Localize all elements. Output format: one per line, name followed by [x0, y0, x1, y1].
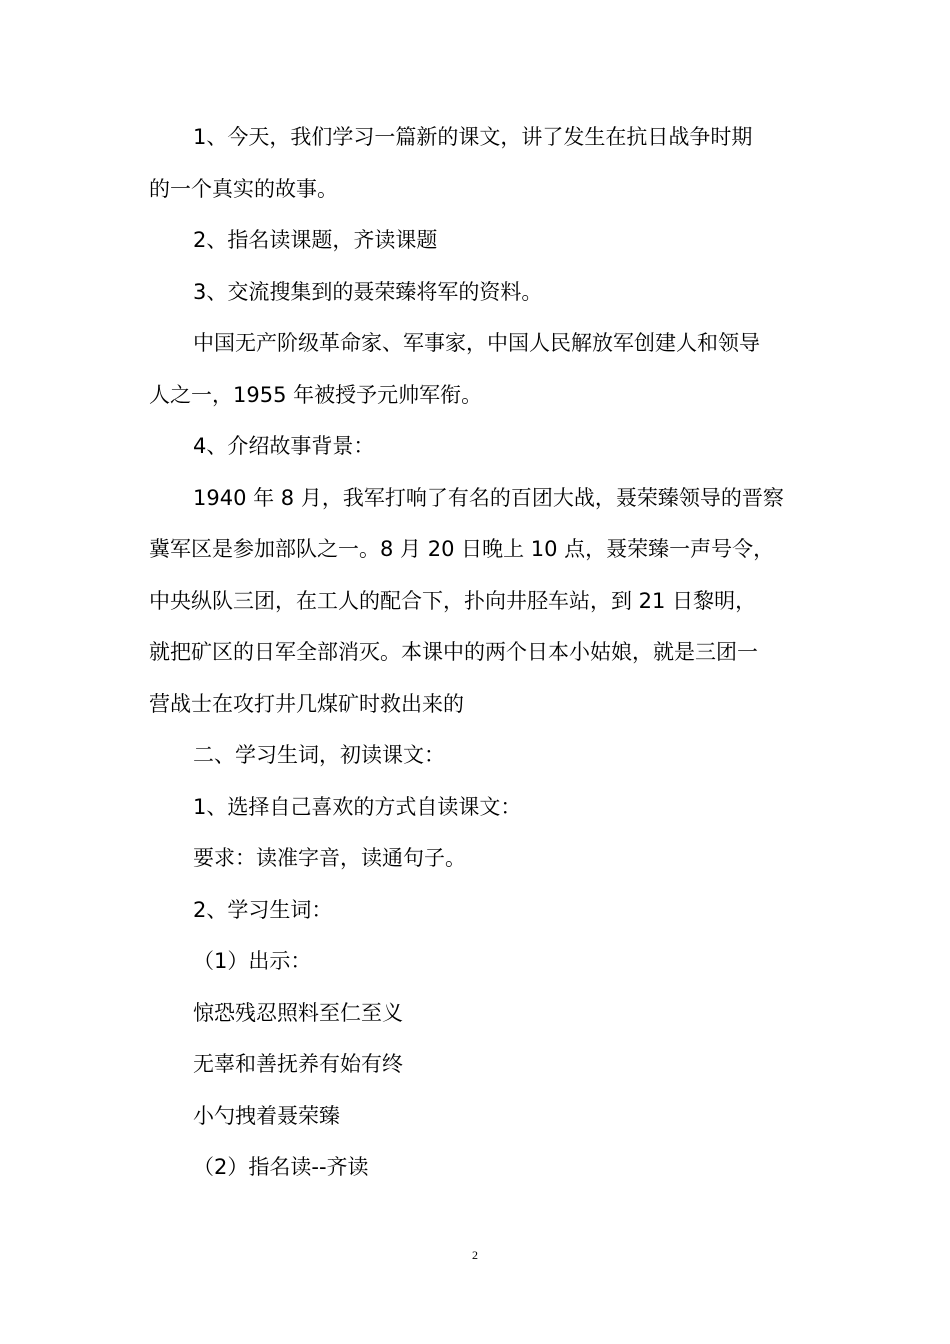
text-line: 就把矿区的日军全部消灭。本课中的两个日本小姑娘，就是三团一 — [149, 640, 758, 664]
text-line: 的一个真实的故事。 — [149, 176, 338, 201]
text-line: 冀军区是参加部队之一。8 月 20 日晚上 10 点，聂荣臻一声号令， — [149, 537, 775, 561]
text-line: 无辜和善抚养有始有终 — [193, 1052, 403, 1076]
text-line: 1、选择自己喜欢的方式自读课文： — [193, 794, 522, 819]
text-line: 中央纵队三团，在工人的配合下，扑向井胫车站，到 21 日黎明， — [149, 588, 757, 613]
text-line: 2、学习生词： — [193, 897, 333, 922]
text-line: 2、指名读课题，齐读课题 — [193, 228, 438, 252]
text-line: 中国无产阶级革命家、军事家，中国人民解放军创建人和领导 — [193, 331, 760, 355]
text-line: 二、学习生词，初读课文： — [193, 743, 445, 767]
text-line: （1）出示： — [193, 949, 312, 973]
page-number: 2 — [472, 1248, 478, 1262]
text-line: 营战士在攻打井几煤矿时救出来的 — [149, 691, 464, 716]
text-line: 要求：读准字音，读通句子。 — [193, 846, 466, 870]
text-line: 1940 年 8 月，我军打响了有名的百团大战，聂荣臻领导的晋察 — [193, 485, 784, 510]
text-line: 人之一，1955 年被授予元帅军衔。 — [149, 382, 483, 407]
text-line: 1、今天，我们学习一篇新的课文，讲了发生在抗日战争时期 — [193, 125, 753, 149]
text-line: 惊恐残忍照料至仁至义 — [193, 1000, 403, 1025]
text-line: 小勺拽着聂荣臻 — [193, 1103, 340, 1128]
text-line: 4、介绍故事背景： — [193, 434, 375, 458]
text-line: （2）指名读--齐读 — [193, 1155, 369, 1179]
document-body — [149, 112, 801, 1194]
text-line: 3、交流搜集到的聂荣臻将军的资料。 — [193, 279, 543, 304]
